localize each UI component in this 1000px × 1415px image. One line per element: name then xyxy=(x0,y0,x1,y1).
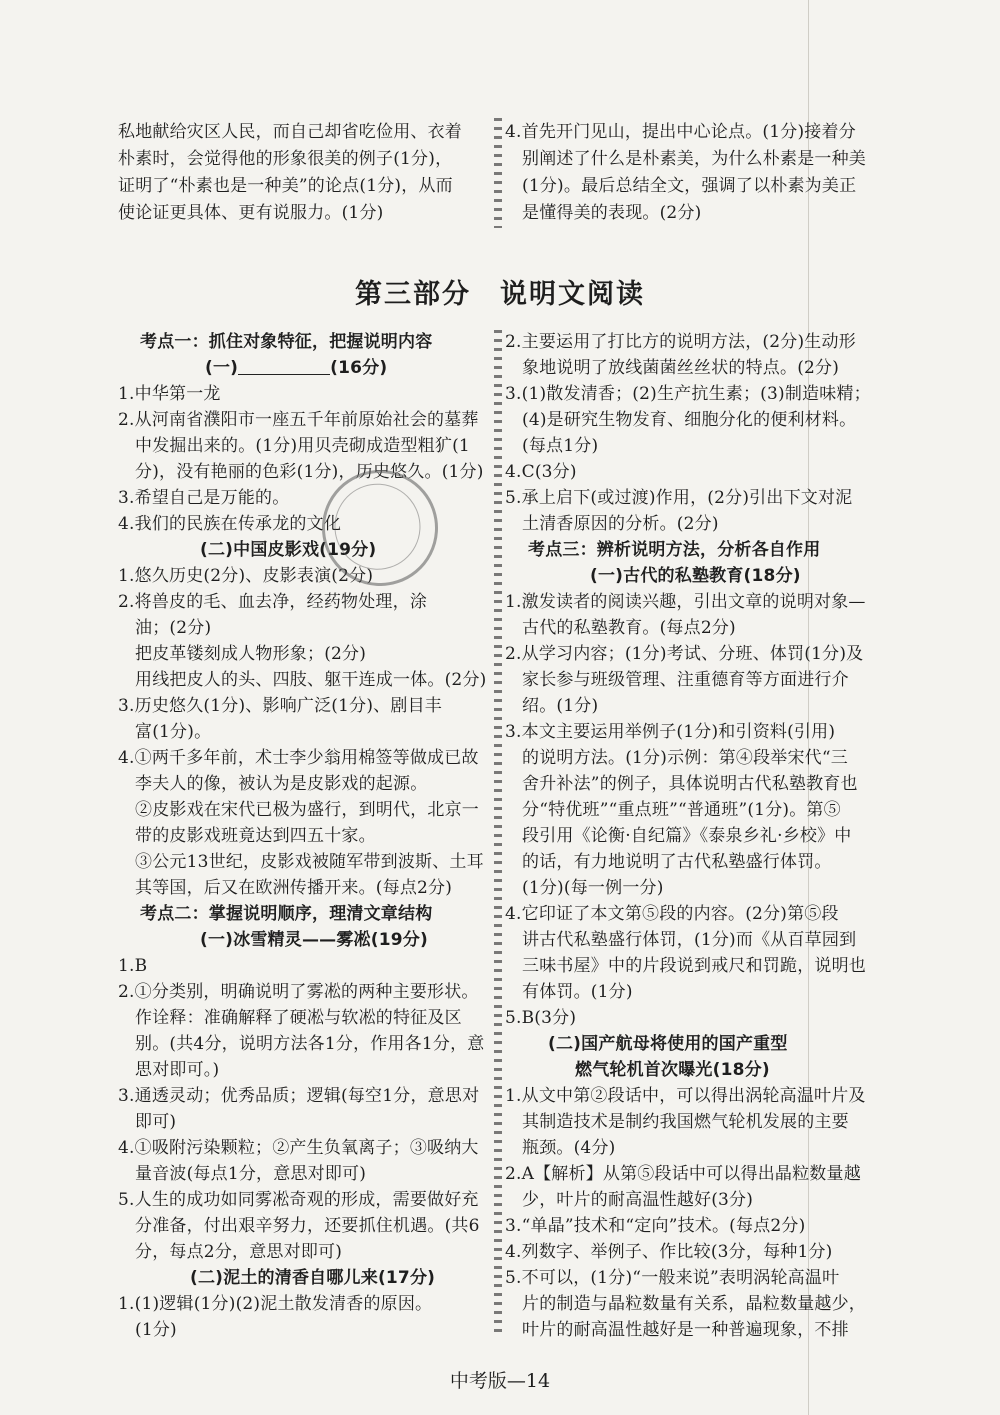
answer-line: 4.①吸附污染颗粒；②产生负氧离子；③吸纳大 xyxy=(118,1138,479,1158)
answer-line: 2.主要运用了打比方的说明方法，(2分)生动形 xyxy=(505,332,856,352)
section-heading: 考点二：掌握说明顺序，理清文章结构 xyxy=(140,904,433,924)
answer-line: 1.激发读者的阅读兴趣，引出文章的说明对象— xyxy=(505,592,866,612)
top-right-line: 4.首先开门见山，提出中心论点。(1分)接着分 xyxy=(505,122,856,142)
answer-line: 5.B(3分) xyxy=(505,1008,577,1028)
answer-line: 3.历史悠久(1分)、影响广泛(1分)、剧目丰 xyxy=(118,696,442,716)
answer-line: 富(1分)。 xyxy=(135,722,212,742)
answer-line: 油；(2分) xyxy=(135,618,212,638)
section-heading: 考点三：辨析说明方法，分析各自作用 xyxy=(528,540,821,560)
answer-line: 舍升补法”的例子，具体说明古代私塾教育也 xyxy=(522,774,858,794)
answer-line: 分)，没有艳丽的色彩(1分)，历史悠久。(1分) xyxy=(135,462,484,482)
answer-line: (每点1分) xyxy=(522,436,599,456)
answer-line: 1.从文中第②段话中，可以得出涡轮高温叶片及 xyxy=(505,1086,866,1106)
answer-line: 3.本文主要运用举例子(1分)和引资料(引用) xyxy=(505,722,836,742)
top-left-line: 使论证更具体、更有说服力。(1分) xyxy=(118,203,384,223)
answer-line: 1.(1)逻辑(1分)(2)泥土散发清香的原因。 xyxy=(118,1294,433,1314)
answer-line: 其制造技术是制约我国燃气轮机发展的主要 xyxy=(522,1112,849,1132)
answer-line: 的话，有力地说明了古代私塾盛行体罚。 xyxy=(522,852,832,872)
answer-line: (1分)(每一例一分) xyxy=(522,878,664,898)
answer-line: 分准备，付出艰辛努力，还要抓住机遇。(共6 xyxy=(135,1216,480,1236)
section-subheading: (二)中国皮影戏(19分) xyxy=(200,540,377,560)
answer-line: 2.从学习内容；(1分)考试、分班、体罚(1分)及 xyxy=(505,644,864,664)
answer-line: 瓶颈。(4分) xyxy=(522,1138,616,1158)
answer-line: 5.承上启下(或过渡)作用，(2分)引出下文对泥 xyxy=(505,488,853,508)
answer-line: 5.人生的成功如同雾凇奇观的形成，需要做好充 xyxy=(118,1190,479,1210)
column-divider xyxy=(494,118,502,228)
section-subheading: (二)泥土的清香自哪儿来(17分) xyxy=(190,1268,436,1288)
section-subheading: (一) (16分) xyxy=(205,358,388,378)
answer-line: 2.从河南省濮阳市一座五千年前原始社会的墓葬 xyxy=(118,410,479,430)
answer-line: 作诠释：准确解释了硬凇与软凇的特征及区 xyxy=(135,1008,462,1028)
answer-line: 的说明方法。(1分)示例：第④段举宋代“三 xyxy=(522,748,848,768)
top-right-line: 别阐述了什么是朴素美，为什么朴素是一种美 xyxy=(522,149,866,169)
top-right-line: (1分)。最后总结全文，强调了以朴素为美正 xyxy=(522,176,857,196)
answer-line: 绍。(1分) xyxy=(522,696,599,716)
answer-line: 讲古代私塾盛行体罚，(1分)而《从百草园到 xyxy=(522,930,857,950)
answer-line: 其等国，后又在欧洲传播开来。(每点2分) xyxy=(135,878,453,898)
answer-line: 3.“单晶”技术和“定向”技术。(每点2分) xyxy=(505,1216,806,1236)
answer-line: 带的皮影戏班竟达到四五十家。 xyxy=(135,826,376,846)
answer-line: 5.不可以，(1分)“一般来说”表明涡轮高温叶 xyxy=(505,1268,840,1288)
top-left-line: 朴素时，会觉得他的形象很美的例子(1分)， xyxy=(118,149,453,169)
stamp-inner-ring xyxy=(323,473,431,581)
top-left-line: 私地献给灾区人民，而自己却省吃俭用、衣着 xyxy=(118,122,462,142)
answer-line: 分，每点2分，意思对即可) xyxy=(135,1242,343,1262)
answer-line: 象地说明了放线菌菌丝丝状的特点。(2分) xyxy=(522,358,840,378)
top-left-line: 证明了“朴素也是一种美”的论点(1分)，从而 xyxy=(118,176,453,196)
answer-line: 古代的私塾教育。(每点2分) xyxy=(522,618,736,638)
answer-line: 3.通透灵动；优秀品质；逻辑(每空1分，意思对 xyxy=(118,1086,480,1106)
column-divider xyxy=(494,330,502,1335)
section-subheading: (二)国产航母将使用的国产重型 xyxy=(548,1034,788,1054)
answer-line: 有体罚。(1分) xyxy=(522,982,633,1002)
answer-line: 中发掘出来的。(1分)用贝壳砌成造型粗犷(1 xyxy=(135,436,470,456)
answer-line: 别。(共4分，说明方法各1分，作用各1分，意 xyxy=(135,1034,485,1054)
answer-line: 1.中华第一龙 xyxy=(118,384,221,404)
answer-line: 4.①两千多年前，术士李少翁用棉签等做成已故 xyxy=(118,748,479,768)
answer-line: 4.列数字、举例子、作比较(3分，每种1分) xyxy=(505,1242,833,1262)
answer-line: 1.悠久历史(2分)、皮影表演(2分) xyxy=(118,566,374,586)
answer-line: ②皮影戏在宋代已极为盛行，到明代，北京一 xyxy=(135,800,479,820)
answer-line: 分“特优班”“重点班”“普通班”(1分)。第⑤ xyxy=(522,800,841,820)
answer-line: 思对即可。) xyxy=(135,1060,220,1080)
section-subheading: (一)冰雪精灵——雾凇(19分) xyxy=(200,930,428,950)
fill-in-blank xyxy=(238,356,330,375)
answer-line: 4.C(3分) xyxy=(505,462,577,482)
answer-line: 2.将兽皮的毛、血去净，经药物处理，涂 xyxy=(118,592,428,612)
answer-line: 2.A【解析】从第⑤段话中可以得出晶粒数量越 xyxy=(505,1164,861,1184)
section-heading: 考点一：抓住对象特征，把握说明内容 xyxy=(140,332,433,352)
section-subheading: 燃气轮机首次曝光(18分) xyxy=(575,1060,770,1080)
answer-line: 段引用《论衡·自纪篇》《泰泉乡礼·乡校》中 xyxy=(522,826,852,846)
section-subheading: (一)古代的私塾教育(18分) xyxy=(590,566,801,586)
answer-line: 3.(1)散发清香；(2)生产抗生素；(3)制造味精； xyxy=(505,384,871,404)
top-right-line: 是懂得美的表现。(2分) xyxy=(522,203,702,223)
answer-line: 量音波(每点1分，意思对即可) xyxy=(135,1164,367,1184)
answer-line: 少，叶片的耐高温性越好(3分) xyxy=(522,1190,754,1210)
answer-line: 4.我们的民族在传承龙的文化 xyxy=(118,514,342,534)
page-footer: 中考版—14 xyxy=(449,1370,551,1392)
answer-line: 即可) xyxy=(135,1112,177,1132)
answer-line: 土清香原因的分析。(2分) xyxy=(522,514,719,534)
answer-line: 叶片的耐高温性越好是一种普遍现象，不排 xyxy=(522,1320,849,1340)
page-edge-rule xyxy=(808,0,809,1415)
answer-line: 4.它印证了本文第⑤段的内容。(2分)第⑤段 xyxy=(505,904,839,924)
answer-line: 1.B xyxy=(118,956,148,976)
answer-line: 把皮革镂刻成人物形象；(2分) xyxy=(135,644,367,664)
answer-line: 2.①分类别，明确说明了雾凇的两种主要形状。 xyxy=(118,982,479,1002)
answer-line: 三味书屋》中的片段说到戒尺和罚跪，说明也 xyxy=(522,956,866,976)
answer-line: ③公元13世纪，皮影戏被随军带到波斯、土耳 xyxy=(135,852,484,872)
answer-line: 李夫人的像，被认为是皮影戏的起源。 xyxy=(135,774,428,794)
answer-line: 用线把皮人的头、四肢、躯干连成一体。(2分) xyxy=(135,670,487,690)
answer-line: (4)是研究生物发育、细胞分化的便利材料。 xyxy=(522,410,857,430)
answer-line: (1分) xyxy=(135,1320,177,1340)
part-title: 第三部分 说明文阅读 xyxy=(355,279,645,310)
answer-line: 3.希望自己是万能的。 xyxy=(118,488,290,508)
answer-line: 家长参与班级管理、注重德育等方面进行介 xyxy=(522,670,849,690)
answer-line: 片的制造与晶粒数量有关系，晶粒数量越少， xyxy=(522,1294,866,1314)
